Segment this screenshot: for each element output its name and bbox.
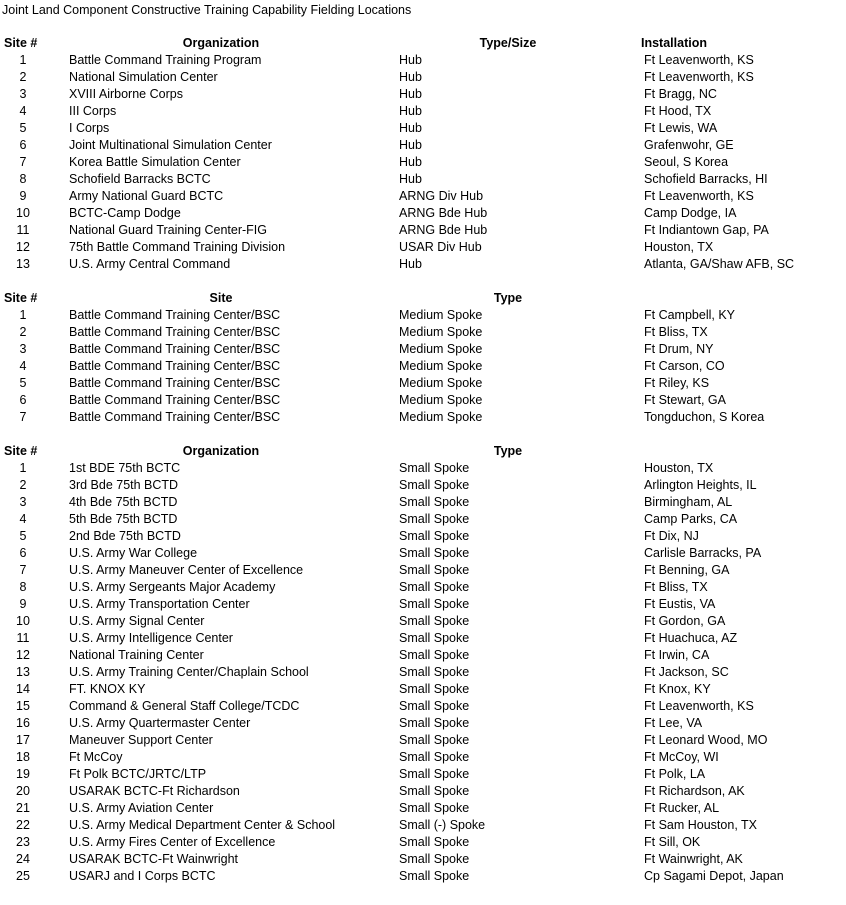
- installation-cell: Ft McCoy, WI: [644, 750, 719, 764]
- page-title: Joint Land Component Constructive Training Capability Fielding Locations: [2, 3, 412, 17]
- table-row: [0, 307, 846, 324]
- installation-cell: Camp Dodge, IA: [644, 206, 737, 220]
- site-number-cell: 9: [19, 597, 27, 611]
- installation-cell: Ft Benning, GA: [644, 563, 730, 577]
- installation-cell: Ft Rucker, AL: [644, 801, 720, 815]
- header-type: Type/Size: [479, 36, 537, 50]
- site-number-cell: 4: [19, 104, 27, 118]
- organization-cell: I Corps: [69, 121, 110, 135]
- type-cell: Small Spoke: [399, 801, 470, 815]
- table-row: [0, 358, 846, 375]
- type-cell: Hub: [399, 87, 422, 101]
- organization-cell: U.S. Army Quartermaster Center: [69, 716, 251, 730]
- installation-cell: Ft Richardson, AK: [644, 784, 745, 798]
- installation-cell: Houston, TX: [644, 240, 714, 254]
- installation-cell: Ft Jackson, SC: [644, 665, 729, 679]
- type-cell: Medium Spoke: [399, 325, 483, 339]
- installation-cell: Ft Dix, NJ: [644, 529, 699, 543]
- table-row: [0, 817, 846, 834]
- organization-cell: 1st BDE 75th BCTC: [69, 461, 181, 475]
- organization-cell: National Simulation Center: [69, 70, 218, 84]
- type-cell: ARNG Div Hub: [399, 189, 484, 203]
- organization-cell: U.S. Army Intelligence Center: [69, 631, 233, 645]
- table-row: [0, 392, 846, 409]
- table-row: [0, 137, 846, 154]
- installation-cell: Ft Bragg, NC: [644, 87, 717, 101]
- site-number-cell: 23: [16, 835, 30, 849]
- organization-cell: Joint Multinational Simulation Center: [69, 138, 272, 152]
- installation-cell: Ft Leavenworth, KS: [644, 699, 754, 713]
- site-number-cell: 5: [19, 376, 27, 390]
- organization-cell: Battle Command Training Center/BSC: [69, 410, 281, 424]
- installation-cell: Ft Leonard Wood, MO: [644, 733, 768, 747]
- type-cell: Hub: [399, 172, 422, 186]
- organization-cell: Battle Command Training Center/BSC: [69, 359, 281, 373]
- type-cell: Small Spoke: [399, 597, 470, 611]
- table-row: [0, 188, 846, 205]
- installation-cell: Ft Stewart, GA: [644, 393, 726, 407]
- table-row: [0, 647, 846, 664]
- type-cell: Small Spoke: [399, 733, 470, 747]
- organization-cell: Battle Command Training Center/BSC: [69, 393, 281, 407]
- type-cell: ARNG Bde Hub: [399, 206, 488, 220]
- organization-cell: National Guard Training Center-FIG: [69, 223, 268, 237]
- installation-cell: Ft Drum, NY: [644, 342, 714, 356]
- site-number-cell: 7: [19, 563, 27, 577]
- type-cell: Hub: [399, 104, 422, 118]
- site-number-cell: 11: [16, 631, 30, 645]
- type-cell: Small Spoke: [399, 716, 470, 730]
- type-cell: Small Spoke: [399, 478, 470, 492]
- organization-cell: Korea Battle Simulation Center: [69, 155, 241, 169]
- table-row: [0, 409, 846, 426]
- site-number-cell: 21: [16, 801, 30, 815]
- installation-cell: Ft Lee, VA: [644, 716, 703, 730]
- installation-cell: Arlington Heights, IL: [644, 478, 757, 492]
- type-cell: Small Spoke: [399, 835, 470, 849]
- type-cell: Small Spoke: [399, 784, 470, 798]
- type-cell: Small Spoke: [399, 665, 470, 679]
- site-number-cell: 4: [19, 512, 27, 526]
- organization-cell: Maneuver Support Center: [69, 733, 213, 747]
- installation-cell: Ft Sam Houston, TX: [644, 818, 758, 832]
- site-number-cell: 12: [16, 648, 30, 662]
- organization-cell: U.S. Army War College: [69, 546, 198, 560]
- installation-cell: Birmingham, AL: [644, 495, 733, 509]
- table-row: [0, 749, 846, 766]
- site-number-cell: 4: [19, 359, 27, 373]
- table-row: [0, 528, 846, 545]
- table-row: [0, 562, 846, 579]
- installation-cell: Ft Lewis, WA: [644, 121, 718, 135]
- organization-cell: Battle Command Training Center/BSC: [69, 325, 281, 339]
- organization-cell: USARAK BCTC-Ft Wainwright: [69, 852, 239, 866]
- organization-cell: Battle Command Training Center/BSC: [69, 376, 281, 390]
- site-number-cell: 6: [19, 138, 27, 152]
- site-number-cell: 6: [19, 393, 27, 407]
- organization-cell: 75th Battle Command Training Division: [69, 240, 286, 254]
- organization-cell: U.S. Army Training Center/Chaplain School: [69, 665, 309, 679]
- installation-cell: Ft Leavenworth, KS: [644, 189, 754, 203]
- installation-cell: Ft Leavenworth, KS: [644, 70, 754, 84]
- type-cell: Hub: [399, 155, 422, 169]
- organization-cell: Schofield Barracks BCTC: [69, 172, 211, 186]
- type-cell: Medium Spoke: [399, 308, 483, 322]
- type-cell: Small Spoke: [399, 750, 470, 764]
- organization-cell: USARAK BCTC-Ft Richardson: [69, 784, 240, 798]
- organization-cell: Command & General Staff College/TCDC: [69, 699, 300, 713]
- site-number-cell: 13: [16, 257, 30, 271]
- header-type: Type: [493, 291, 523, 305]
- installation-cell: Tongduchon, S Korea: [644, 410, 765, 424]
- installation-cell: Ft Hood, TX: [644, 104, 712, 118]
- header-site-number: Site #: [4, 444, 38, 458]
- site-number-cell: 2: [19, 325, 27, 339]
- site-number-cell: 22: [16, 818, 30, 832]
- installation-cell: Ft Irwin, CA: [644, 648, 710, 662]
- organization-cell: Army National Guard BCTC: [69, 189, 224, 203]
- type-cell: Small Spoke: [399, 495, 470, 509]
- type-cell: Hub: [399, 257, 422, 271]
- type-cell: Small Spoke: [399, 682, 470, 696]
- table-row: [0, 205, 846, 222]
- organization-cell: FT. KNOX KY: [69, 682, 146, 696]
- organization-cell: Battle Command Training Program: [69, 53, 262, 67]
- table-row: [0, 732, 846, 749]
- table-row: [0, 834, 846, 851]
- site-number-cell: 20: [16, 784, 30, 798]
- installation-cell: Seoul, S Korea: [644, 155, 729, 169]
- table-row: [0, 664, 846, 681]
- table-row: [0, 783, 846, 800]
- organization-cell: U.S. Army Transportation Center: [69, 597, 250, 611]
- table-header: [0, 35, 846, 52]
- table-row: [0, 239, 846, 256]
- site-number-cell: 5: [19, 529, 27, 543]
- type-cell: Small Spoke: [399, 869, 470, 883]
- table-row: [0, 222, 846, 239]
- type-cell: Small Spoke: [399, 563, 470, 577]
- type-cell: Medium Spoke: [399, 393, 483, 407]
- site-number-cell: 7: [19, 410, 27, 424]
- organization-cell: U.S. Army Maneuver Center of Excellence: [69, 563, 304, 577]
- table-row: [0, 596, 846, 613]
- type-cell: Small (-) Spoke: [399, 818, 486, 832]
- site-number-cell: 9: [19, 189, 27, 203]
- installation-cell: Ft Riley, KS: [644, 376, 710, 390]
- organization-cell: National Training Center: [69, 648, 204, 662]
- site-number-cell: 25: [16, 869, 30, 883]
- installation-cell: Ft Sill, OK: [644, 835, 701, 849]
- installation-cell: Ft Gordon, GA: [644, 614, 726, 628]
- site-number-cell: 12: [16, 240, 30, 254]
- site-number-cell: 10: [16, 206, 30, 220]
- organization-cell: XVIII Airborne Corps: [69, 87, 183, 101]
- table-row: [0, 868, 846, 885]
- site-number-cell: 10: [16, 614, 30, 628]
- site-number-cell: 2: [19, 70, 27, 84]
- type-cell: Medium Spoke: [399, 376, 483, 390]
- site-number-cell: 5: [19, 121, 27, 135]
- site-number-cell: 11: [16, 223, 30, 237]
- type-cell: Small Spoke: [399, 614, 470, 628]
- site-number-cell: 6: [19, 546, 27, 560]
- table-row: [0, 851, 846, 868]
- organization-cell: U.S. Army Signal Center: [69, 614, 205, 628]
- installation-cell: Ft Leavenworth, KS: [644, 53, 754, 67]
- table-row: [0, 341, 846, 358]
- header-organization: Organization: [182, 444, 260, 458]
- organization-cell: Battle Command Training Center/BSC: [69, 308, 281, 322]
- type-cell: Small Spoke: [399, 512, 470, 526]
- type-cell: Medium Spoke: [399, 359, 483, 373]
- table-row: [0, 698, 846, 715]
- table-row: [0, 324, 846, 341]
- header-type: Type: [493, 444, 523, 458]
- type-cell: Small Spoke: [399, 631, 470, 645]
- organization-cell: 5th Bde 75th BCTD: [69, 512, 178, 526]
- header-organization: Site: [209, 291, 233, 305]
- installation-cell: Ft Polk, LA: [644, 767, 706, 781]
- site-number-cell: 7: [19, 155, 27, 169]
- hub-section: [0, 35, 846, 273]
- site-number-cell: 8: [19, 580, 27, 594]
- site-number-cell: 3: [19, 87, 27, 101]
- site-number-cell: 2: [19, 478, 27, 492]
- type-cell: Small Spoke: [399, 767, 470, 781]
- type-cell: Medium Spoke: [399, 342, 483, 356]
- type-cell: Hub: [399, 70, 422, 84]
- site-number-cell: 1: [19, 53, 27, 67]
- site-number-cell: 15: [16, 699, 30, 713]
- installation-cell: Camp Parks, CA: [644, 512, 738, 526]
- table-row: [0, 630, 846, 647]
- type-cell: Small Spoke: [399, 461, 470, 475]
- table-row: [0, 375, 846, 392]
- site-number-cell: 17: [16, 733, 30, 747]
- table-row: [0, 460, 846, 477]
- table-row: [0, 154, 846, 171]
- installation-cell: Ft Knox, KY: [644, 682, 711, 696]
- installation-cell: Ft Bliss, TX: [644, 580, 708, 594]
- small-spoke-section: [0, 443, 846, 885]
- type-cell: ARNG Bde Hub: [399, 223, 488, 237]
- type-cell: Small Spoke: [399, 546, 470, 560]
- organization-cell: U.S. Army Aviation Center: [69, 801, 214, 815]
- installation-cell: Grafenwohr, GE: [644, 138, 734, 152]
- table-row: [0, 766, 846, 783]
- site-number-cell: 24: [16, 852, 30, 866]
- installation-cell: Carlisle Barracks, PA: [644, 546, 762, 560]
- installation-cell: Ft Bliss, TX: [644, 325, 708, 339]
- organization-cell: USARJ and I Corps BCTC: [69, 869, 216, 883]
- organization-cell: Ft Polk BCTC/JRTC/LTP: [69, 767, 207, 781]
- organization-cell: BCTC-Camp Dodge: [69, 206, 181, 220]
- table-row: [0, 545, 846, 562]
- installation-cell: Ft Campbell, KY: [644, 308, 736, 322]
- site-number-cell: 13: [16, 665, 30, 679]
- header-site-number: Site #: [4, 36, 38, 50]
- table-row: [0, 579, 846, 596]
- table-row: [0, 103, 846, 120]
- type-cell: Hub: [399, 53, 422, 67]
- organization-cell: Ft McCoy: [69, 750, 123, 764]
- type-cell: Small Spoke: [399, 648, 470, 662]
- installation-cell: Ft Wainwright, AK: [644, 852, 743, 866]
- type-cell: Small Spoke: [399, 529, 470, 543]
- site-number-cell: 18: [16, 750, 30, 764]
- site-number-cell: 14: [16, 682, 30, 696]
- table-row: [0, 681, 846, 698]
- organization-cell: 3rd Bde 75th BCTD: [69, 478, 179, 492]
- header-site-number: Site #: [4, 291, 38, 305]
- installation-cell: Schofield Barracks, HI: [644, 172, 768, 186]
- table-row: [0, 171, 846, 188]
- site-number-cell: 3: [19, 342, 27, 356]
- type-cell: Small Spoke: [399, 699, 470, 713]
- table-row: [0, 613, 846, 630]
- type-cell: Hub: [399, 138, 422, 152]
- installation-cell: Ft Huachuca, AZ: [644, 631, 738, 645]
- table-row: [0, 69, 846, 86]
- type-cell: Hub: [399, 121, 422, 135]
- organization-cell: Battle Command Training Center/BSC: [69, 342, 281, 356]
- table-row: [0, 800, 846, 817]
- type-cell: USAR Div Hub: [399, 240, 482, 254]
- table-row: [0, 494, 846, 511]
- table-row: [0, 86, 846, 103]
- organization-cell: 2nd Bde 75th BCTD: [69, 529, 181, 543]
- site-number-cell: 3: [19, 495, 27, 509]
- type-cell: Small Spoke: [399, 580, 470, 594]
- site-number-cell: 1: [19, 461, 27, 475]
- site-number-cell: 1: [19, 308, 27, 322]
- installation-cell: Ft Eustis, VA: [644, 597, 716, 611]
- installation-cell: Ft Indiantown Gap, PA: [644, 223, 769, 237]
- medium-spoke-section: [0, 290, 846, 426]
- table-row: [0, 477, 846, 494]
- organization-cell: U.S. Army Central Command: [69, 257, 231, 271]
- table-row: [0, 511, 846, 528]
- organization-cell: U.S. Army Fires Center of Excellence: [69, 835, 276, 849]
- type-cell: Small Spoke: [399, 852, 470, 866]
- table-header: [0, 443, 846, 460]
- installation-cell: Atlanta, GA/Shaw AFB, SC: [644, 257, 795, 271]
- organization-cell: U.S. Army Sergeants Major Academy: [69, 580, 276, 594]
- site-number-cell: 8: [19, 172, 27, 186]
- organization-cell: 4th Bde 75th BCTD: [69, 495, 178, 509]
- installation-cell: Houston, TX: [644, 461, 714, 475]
- header-organization: Organization: [182, 36, 260, 50]
- header-installation: Installation: [641, 36, 707, 50]
- table-header: [0, 290, 846, 307]
- site-number-cell: 16: [16, 716, 30, 730]
- table-row: [0, 256, 846, 273]
- site-number-cell: 19: [16, 767, 30, 781]
- table-row: [0, 52, 846, 69]
- installation-cell: Ft Carson, CO: [644, 359, 725, 373]
- organization-cell: U.S. Army Medical Department Center & School: [69, 818, 336, 832]
- installation-cell: Cp Sagami Depot, Japan: [644, 869, 784, 883]
- table-row: [0, 120, 846, 137]
- table-row: [0, 715, 846, 732]
- type-cell: Medium Spoke: [399, 410, 483, 424]
- organization-cell: III Corps: [69, 104, 117, 118]
